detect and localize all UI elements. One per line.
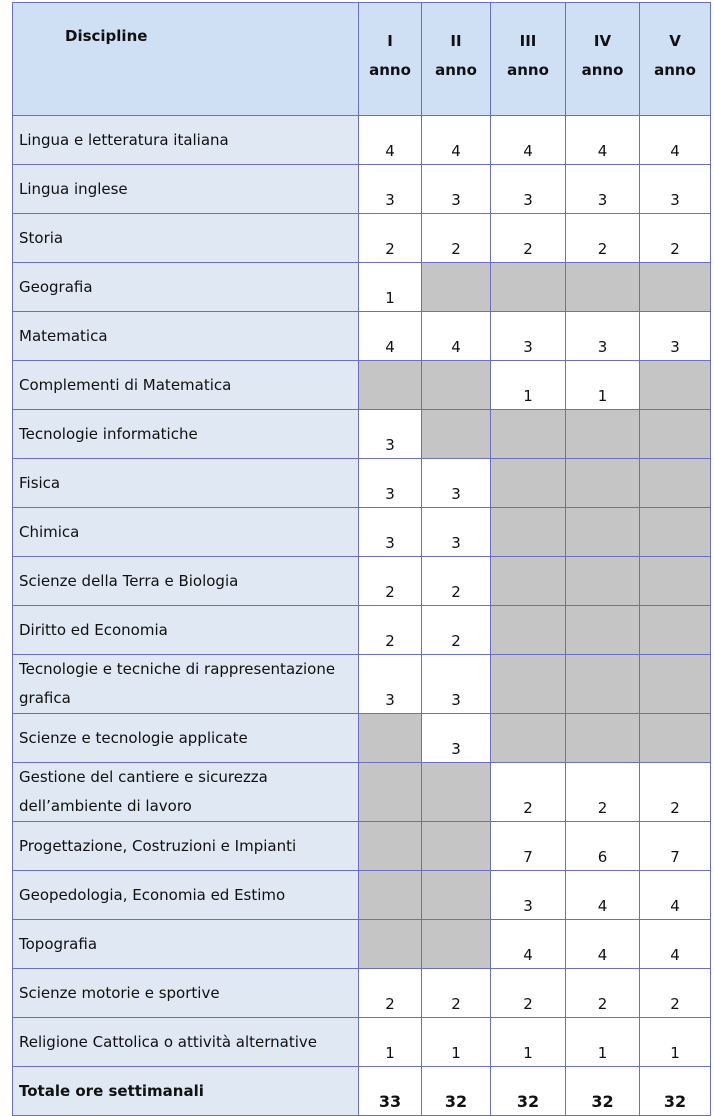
discipline-name: Geografia xyxy=(13,263,359,312)
hours-cell: 3 xyxy=(422,165,491,214)
table-row xyxy=(13,361,711,410)
hours-cell: 2 xyxy=(640,763,711,822)
hours-cell: 1 xyxy=(491,1018,566,1067)
empty-cell xyxy=(566,557,640,606)
empty-cell xyxy=(359,871,422,920)
table-row xyxy=(13,508,711,557)
hours-cell: 4 xyxy=(640,920,711,969)
hours-cell: 2 xyxy=(359,606,422,655)
hours-cell: 4 xyxy=(640,871,711,920)
hours-cell: 1 xyxy=(422,1018,491,1067)
discipline-name: Diritto ed Economia xyxy=(13,606,359,655)
hours-cell: 4 xyxy=(491,920,566,969)
discipline-name: Storia xyxy=(13,214,359,263)
empty-cell xyxy=(422,871,491,920)
table-row xyxy=(13,822,711,871)
empty-cell xyxy=(566,263,640,312)
hours-cell: 2 xyxy=(422,557,491,606)
hours-cell: 3 xyxy=(422,508,491,557)
header-year-label: anno xyxy=(435,61,477,79)
table-row xyxy=(13,714,711,763)
hours-cell: 1 xyxy=(566,361,640,410)
header-year-num: I xyxy=(387,32,393,50)
discipline-name: Scienze della Terra e Biologia xyxy=(13,557,359,606)
empty-cell xyxy=(640,557,711,606)
table-body xyxy=(13,116,711,1116)
empty-cell xyxy=(422,361,491,410)
table-row xyxy=(13,1018,711,1067)
hours-cell: 2 xyxy=(422,606,491,655)
header-year-num: III xyxy=(519,32,537,50)
empty-cell xyxy=(640,508,711,557)
header-year-4 xyxy=(566,3,640,116)
empty-cell xyxy=(491,459,566,508)
empty-cell xyxy=(491,606,566,655)
table-row xyxy=(13,871,711,920)
empty-cell xyxy=(491,714,566,763)
table-row xyxy=(13,920,711,969)
hours-cell: 2 xyxy=(491,763,566,822)
table-row xyxy=(13,606,711,655)
table-row xyxy=(13,459,711,508)
hours-cell: 4 xyxy=(422,312,491,361)
table-row xyxy=(13,312,711,361)
header-year-1 xyxy=(359,3,422,116)
hours-cell: 3 xyxy=(359,655,422,714)
empty-cell xyxy=(640,459,711,508)
hours-cell: 2 xyxy=(566,763,640,822)
empty-cell xyxy=(491,655,566,714)
empty-cell xyxy=(422,763,491,822)
hours-cell: 4 xyxy=(359,116,422,165)
hours-cell: 7 xyxy=(640,822,711,871)
empty-cell xyxy=(640,410,711,459)
hours-cell: 3 xyxy=(359,508,422,557)
discipline-name: Lingua inglese xyxy=(13,165,359,214)
discipline-name: Fisica xyxy=(13,459,359,508)
hours-cell: 2 xyxy=(422,969,491,1018)
hours-cell: 3 xyxy=(566,165,640,214)
hours-cell: 3 xyxy=(491,165,566,214)
empty-cell xyxy=(359,361,422,410)
curriculum-table xyxy=(12,2,711,1116)
empty-cell xyxy=(491,508,566,557)
total-label: Totale ore settimanali xyxy=(13,1067,359,1116)
hours-cell: 4 xyxy=(359,312,422,361)
discipline-name: Gestione del cantiere e sicurezza dell’ambiente di lavoro xyxy=(13,763,359,822)
hours-cell: 2 xyxy=(359,557,422,606)
hours-cell: 4 xyxy=(566,116,640,165)
total-hours-cell: 32 xyxy=(566,1067,640,1116)
hours-cell: 3 xyxy=(491,312,566,361)
discipline-name: Lingua e letteratura italiana xyxy=(13,116,359,165)
total-hours-cell: 32 xyxy=(422,1067,491,1116)
discipline-name: Topografia xyxy=(13,920,359,969)
empty-cell xyxy=(491,410,566,459)
total-row xyxy=(13,1067,711,1116)
hours-cell: 1 xyxy=(359,1018,422,1067)
hours-cell: 4 xyxy=(422,116,491,165)
empty-cell xyxy=(422,920,491,969)
empty-cell xyxy=(359,714,422,763)
empty-cell xyxy=(640,655,711,714)
hours-cell: 3 xyxy=(566,312,640,361)
header-year-label: anno xyxy=(654,61,696,79)
hours-cell: 2 xyxy=(422,214,491,263)
empty-cell xyxy=(566,655,640,714)
hours-cell: 2 xyxy=(491,969,566,1018)
empty-cell xyxy=(566,606,640,655)
empty-cell xyxy=(491,263,566,312)
empty-cell xyxy=(640,263,711,312)
table-row xyxy=(13,655,711,714)
table-row xyxy=(13,969,711,1018)
hours-cell: 3 xyxy=(359,165,422,214)
empty-cell xyxy=(640,361,711,410)
empty-cell xyxy=(422,410,491,459)
table-row xyxy=(13,410,711,459)
hours-cell: 3 xyxy=(640,312,711,361)
empty-cell xyxy=(566,508,640,557)
hours-cell: 3 xyxy=(359,410,422,459)
header-row xyxy=(13,3,711,116)
header-year-label: anno xyxy=(507,61,549,79)
empty-cell xyxy=(359,920,422,969)
hours-cell: 4 xyxy=(566,871,640,920)
hours-cell: 2 xyxy=(566,214,640,263)
hours-cell: 3 xyxy=(422,655,491,714)
total-hours-cell: 32 xyxy=(491,1067,566,1116)
header-year-num: V xyxy=(669,32,681,50)
table-row xyxy=(13,263,711,312)
hours-cell: 3 xyxy=(422,459,491,508)
hours-cell: 2 xyxy=(491,214,566,263)
empty-cell xyxy=(566,410,640,459)
header-year-3 xyxy=(491,3,566,116)
header-discipline: Discipline xyxy=(13,3,359,116)
hours-cell: 2 xyxy=(359,969,422,1018)
empty-cell xyxy=(422,822,491,871)
discipline-name: Tecnologie e tecniche di rappresentazione grafica xyxy=(13,655,359,714)
hours-cell: 6 xyxy=(566,822,640,871)
total-hours-cell: 32 xyxy=(640,1067,711,1116)
table-row xyxy=(13,165,711,214)
header-year-5 xyxy=(640,3,711,116)
discipline-name: Geopedologia, Economia ed Estimo xyxy=(13,871,359,920)
discipline-name: Scienze e tecnologie applicate xyxy=(13,714,359,763)
header-year-2 xyxy=(422,3,491,116)
table-row xyxy=(13,557,711,606)
table-row xyxy=(13,763,711,822)
header-year-label: anno xyxy=(369,61,411,79)
hours-cell: 3 xyxy=(640,165,711,214)
empty-cell xyxy=(640,714,711,763)
discipline-name: Religione Cattolica o attività alternative xyxy=(13,1018,359,1067)
header-year-label: anno xyxy=(581,61,624,79)
hours-cell: 3 xyxy=(359,459,422,508)
hours-cell: 7 xyxy=(491,822,566,871)
empty-cell xyxy=(566,714,640,763)
header-year-num: II xyxy=(450,32,462,50)
hours-cell: 4 xyxy=(640,116,711,165)
hours-cell: 1 xyxy=(491,361,566,410)
hours-cell: 1 xyxy=(640,1018,711,1067)
hours-cell: 3 xyxy=(491,871,566,920)
discipline-name: Chimica xyxy=(13,508,359,557)
discipline-name: Tecnologie informatiche xyxy=(13,410,359,459)
table-row xyxy=(13,214,711,263)
empty-cell xyxy=(422,263,491,312)
hours-cell: 4 xyxy=(491,116,566,165)
hours-cell: 2 xyxy=(640,969,711,1018)
empty-cell xyxy=(359,822,422,871)
discipline-name: Matematica xyxy=(13,312,359,361)
discipline-name: Progettazione, Costruzioni e Impianti xyxy=(13,822,359,871)
table-row xyxy=(13,116,711,165)
hours-cell: 2 xyxy=(640,214,711,263)
hours-cell: 4 xyxy=(566,920,640,969)
hours-cell: 2 xyxy=(359,214,422,263)
empty-cell xyxy=(566,459,640,508)
discipline-name: Scienze motorie e sportive xyxy=(13,969,359,1018)
header-year-num: IV xyxy=(593,32,612,50)
empty-cell xyxy=(491,557,566,606)
hours-cell: 2 xyxy=(566,969,640,1018)
hours-cell: 1 xyxy=(566,1018,640,1067)
empty-cell xyxy=(640,606,711,655)
hours-cell: 1 xyxy=(359,263,422,312)
discipline-name: Complementi di Matematica xyxy=(13,361,359,410)
total-hours-cell: 33 xyxy=(359,1067,422,1116)
hours-cell: 3 xyxy=(422,714,491,763)
empty-cell xyxy=(359,763,422,822)
